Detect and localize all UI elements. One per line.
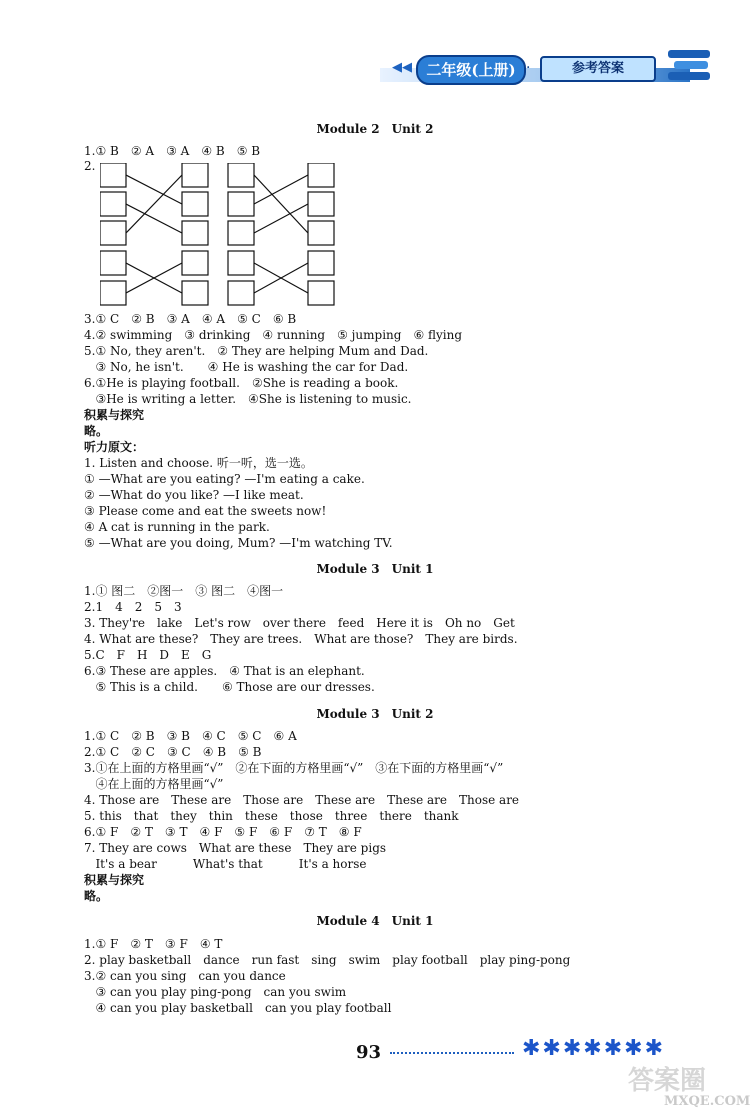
match-line: [126, 204, 182, 233]
answer-box: [100, 192, 126, 216]
answer-line: ③ can you play ping-pong can you swim: [84, 985, 347, 999]
watermark-url: MXQE.COM: [664, 1094, 750, 1109]
answer-line: 5.C F H D E G: [84, 648, 212, 662]
answer-line: 2.① C ② C ③ C ④ B ⑤ B: [84, 745, 262, 759]
answer-line: It's a bear What's that It's a horse: [84, 857, 367, 871]
answer-box: [182, 221, 208, 245]
answer-line: 1.① C ② B ③ B ④ C ⑤ C ⑥ A: [84, 729, 297, 743]
answer-line: 5. this that they thin these those three there thank: [84, 809, 459, 823]
answer-line: ① —What are you eating? —I'm eating a cake.: [84, 472, 365, 486]
answer-box: [100, 251, 126, 275]
page-number: 93: [356, 1042, 382, 1063]
answer-box: [100, 221, 126, 245]
answer-line: 1.① B ② A ③ A ④ B ⑤ B: [84, 144, 261, 158]
answer-line: 3. They're lake Let's row over there feed Here it is Oh no Get: [84, 616, 515, 630]
answer-box: [228, 281, 254, 305]
answer-line: 1.① 图二 ②图一 ③ 图二 ④图一: [84, 584, 284, 598]
answer-line: 5.① No, they aren't. ② They are helping Mum and Dad.: [84, 344, 429, 358]
section-title: Module 3 Unit 2: [316, 707, 434, 721]
answer-box: [308, 221, 334, 245]
matching-diagram: [100, 163, 340, 309]
answer-box: [308, 163, 334, 187]
answer-line: ④ A cat is running in the park.: [84, 520, 270, 534]
answer-line: 6.① F ② T ③ T ④ F ⑤ F ⑥ F ⑦ T ⑧ F: [84, 825, 362, 839]
answer-line: 略。: [84, 889, 109, 903]
answer-line: ③ No, he isn't. ④ He is washing the car for Dad.: [84, 360, 409, 374]
answer-line: 4. Those are These are Those are These are These are Those are: [84, 793, 520, 807]
answer-box: [228, 163, 254, 187]
answers-label: 参考答案: [540, 56, 656, 82]
answer-box: [228, 192, 254, 216]
answer-box: [308, 251, 334, 275]
answer-line: 略。: [84, 424, 109, 438]
answer-line: 3.① C ② B ③ A ④ A ⑤ C ⑥ B: [84, 312, 297, 326]
answer-box: [182, 251, 208, 275]
answer-box: [100, 281, 126, 305]
answer-line: ③ Please come and eat the sweets now!: [84, 504, 327, 518]
answer-line: ③He is writing a letter. ④She is listening to music.: [84, 392, 412, 406]
subheading: 积累与探究: [84, 873, 145, 887]
answer-line: ⑤ —What are you doing, Mum? —I'm watching TV.: [84, 536, 393, 550]
answer-line: 6.①He is playing football. ②She is reading a book.: [84, 376, 399, 390]
subheading: 积累与探究: [84, 408, 145, 422]
match-line: [254, 204, 308, 233]
answer-line: 2.1 4 2 5 3: [84, 600, 182, 614]
answer-line: ⑤ This is a child. ⑥ Those are our dresses.: [84, 680, 375, 694]
answer-line: 6.③ These are apples. ④ That is an elephant.: [84, 664, 365, 678]
subheading: 听力原文：: [84, 440, 145, 454]
answer-box: [182, 163, 208, 187]
answer-box: [308, 281, 334, 305]
match-line: [254, 175, 308, 233]
answer-line: 4.② swimming ③ drinking ④ running ⑤ jumping ⑥ flying: [84, 328, 463, 342]
answer-line: ④在上面的方格里画“√”: [84, 777, 224, 791]
answer-line: ④ can you play basketball can you play football: [84, 1001, 392, 1015]
separator-dot: ·: [526, 60, 531, 76]
double-arrow-icon: ◀◀: [392, 60, 412, 75]
answer-box: [182, 281, 208, 305]
answer-line: 7. They are cows What are these They are pigs: [84, 841, 387, 855]
answer-line: 1. Listen and choose. 听一听，选一选。: [84, 456, 313, 470]
dotted-rule: [390, 1052, 514, 1054]
answer-box: [228, 221, 254, 245]
match-line: [254, 175, 308, 204]
answer-line: 2. play basketball dance run fast sing swim play football play ping-pong: [84, 953, 571, 967]
answer-box: [228, 251, 254, 275]
answer-box: [182, 192, 208, 216]
section-title: Module 3 Unit 1: [316, 562, 434, 576]
section-title: Module 4 Unit 1: [316, 914, 434, 928]
page-header: [380, 50, 720, 90]
answer-line: 4. What are these? They are trees. What are those? They are birds.: [84, 632, 518, 646]
answer-line: 2.: [84, 159, 96, 173]
answer-box: [100, 163, 126, 187]
stars-decoration: ✱✱✱✱✱✱✱: [522, 1036, 666, 1061]
answer-line: ② —What do you like? —I like meat.: [84, 488, 304, 502]
section-title: Module 2 Unit 2: [316, 122, 434, 136]
answer-line: 3.② can you sing can you dance: [84, 969, 286, 983]
answer-line: 1.① F ② T ③ F ④ T: [84, 937, 223, 951]
answer-box: [308, 192, 334, 216]
watermark-logo: 答案圈: [628, 1066, 707, 1096]
grade-label: 二年级(上册): [416, 55, 526, 85]
book-stack-icon: [668, 50, 710, 86]
match-line: [126, 175, 182, 233]
match-line: [126, 175, 182, 204]
answer-line: 3.①在上面的方格里画“√” ②在下面的方格里画“√” ③在下面的方格里画“√”: [84, 761, 504, 775]
